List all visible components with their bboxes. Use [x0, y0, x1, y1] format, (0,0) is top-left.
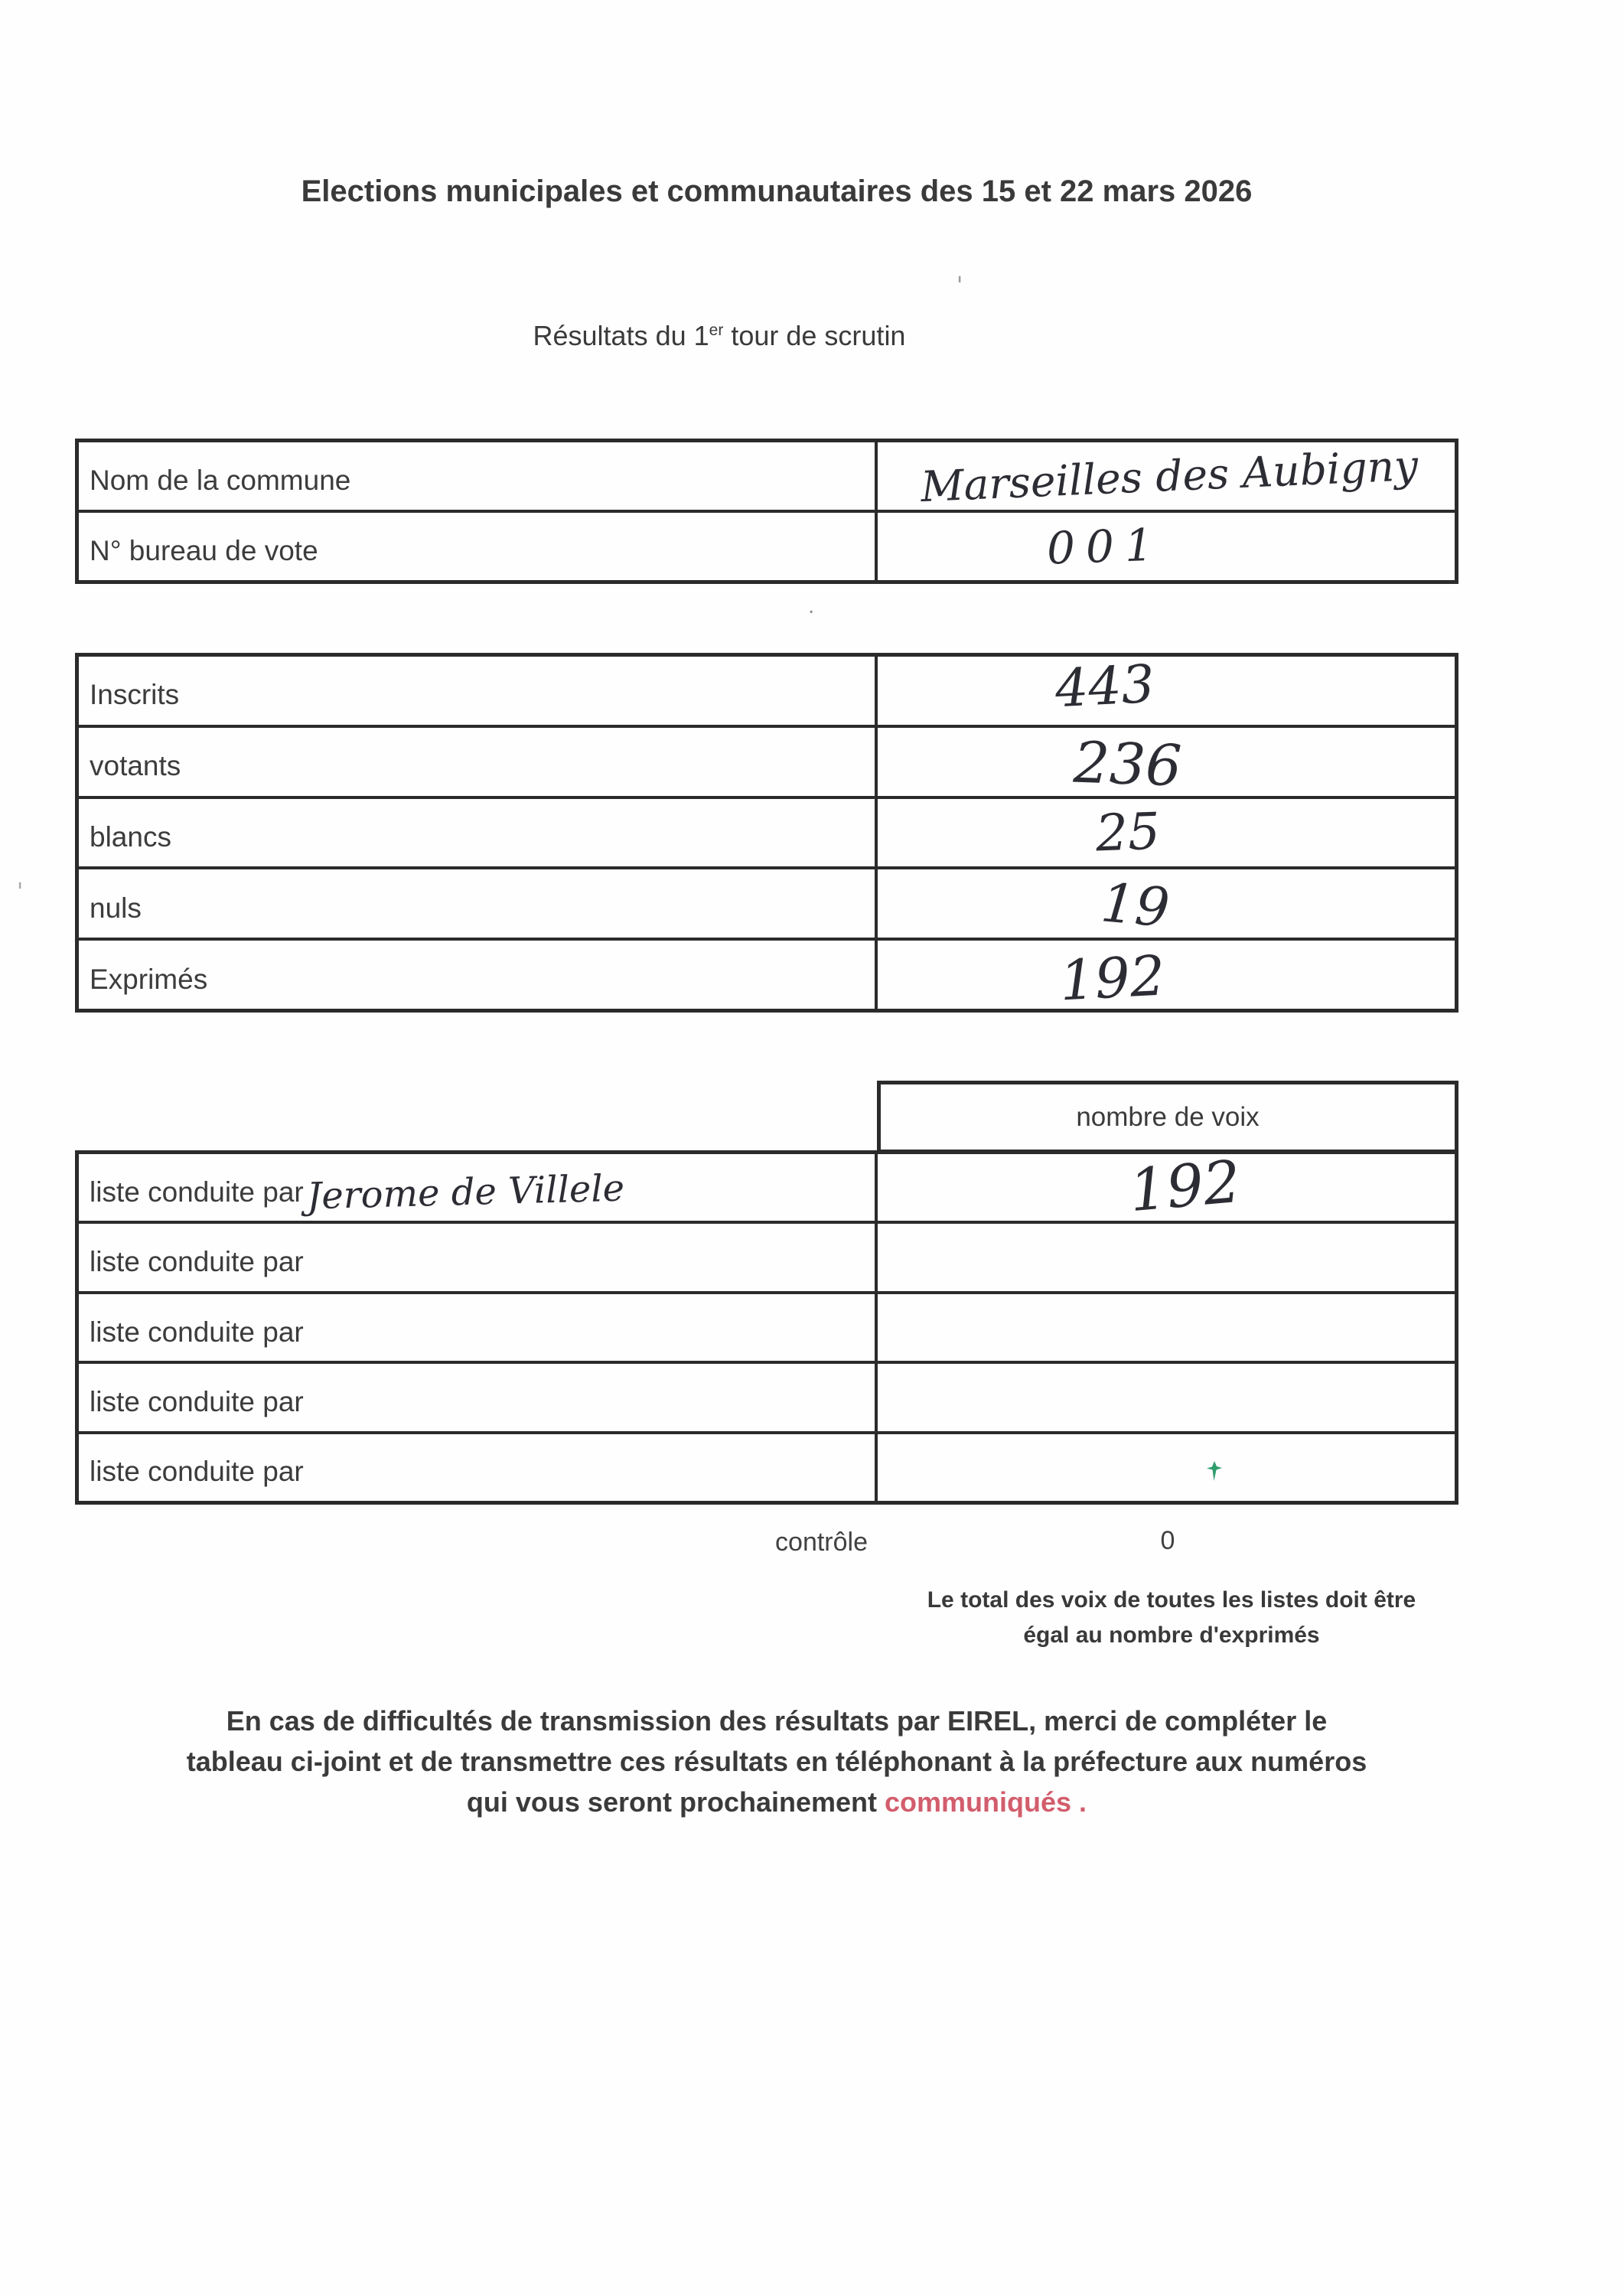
list-leader-name-handwritten: Jerome de Villele — [306, 1166, 625, 1218]
transmission-note-red-text: communiqués . — [885, 1786, 1087, 1818]
stat-cell — [878, 728, 1455, 800]
stat-value-exprimes-handwritten: 192 — [1058, 943, 1167, 1013]
table-row — [79, 1224, 1455, 1293]
votes-cell — [878, 1434, 1455, 1501]
transmission-note-line1: En cas de difficultés de transmission des résultats par EIREL, merci de compléter le — [226, 1705, 1328, 1737]
bureau-number-value-handwritten: 001 — [1045, 518, 1165, 575]
commune-name-cell — [878, 442, 1455, 510]
stat-cell — [878, 869, 1455, 938]
stat-value-nuls-handwritten: 19 — [1099, 871, 1172, 940]
transmission-note-line3 — [0, 1782, 1553, 1822]
scan-artifact: ' — [957, 272, 963, 299]
row-label-text: liste conduite par — [90, 1176, 304, 1208]
stat-label-exprimes: Exprimés — [79, 941, 878, 1009]
table-row — [79, 654, 1455, 728]
control-value: 0 — [1160, 1526, 1175, 1555]
commune-info-table — [75, 439, 1458, 584]
stat-value-blancs-handwritten: 25 — [1094, 801, 1162, 863]
votes-cell — [878, 1224, 1455, 1290]
stat-label-nuls: nuls — [79, 869, 878, 938]
stat-cell — [878, 941, 1455, 1013]
subtitle-ordinal: er — [709, 321, 724, 339]
table-row — [79, 513, 1455, 580]
liste-conduite-par-label: liste conduite par — [79, 1294, 878, 1361]
subtitle-suffix: tour de scrutin — [723, 320, 906, 351]
subtitle-text: Résultats du 1 — [533, 320, 709, 351]
votes-cell — [878, 1294, 1455, 1361]
form-title: Elections municipales et communautaires des 15 et 22 mars 2026 — [301, 174, 1253, 208]
transmission-note-line2: tableau ci-joint et de transmettre ces résultats en téléphonant à la préfecture aux numéros — [186, 1746, 1367, 1777]
table-row — [79, 1434, 1455, 1501]
table-row — [79, 869, 1455, 941]
stat-label-blancs: blancs — [79, 799, 878, 867]
total-note-line1: Le total des voix de toutes les listes doit être — [927, 1587, 1416, 1613]
stat-label-inscrits: Inscrits — [79, 657, 878, 725]
commune-name-value-handwritten: Marseilles des Aubigny — [919, 440, 1419, 511]
control-label: contrôle — [775, 1528, 868, 1557]
table-row — [79, 941, 1455, 1013]
table-row — [79, 728, 1455, 799]
scan-artifact: . — [808, 595, 815, 618]
table-row — [79, 1364, 1455, 1433]
bureau-number-cell — [878, 513, 1455, 580]
stat-cell — [878, 799, 1455, 867]
table-row — [79, 1294, 1455, 1364]
votes-cell — [878, 1364, 1455, 1430]
scan-artifact: ' — [17, 879, 24, 905]
total-note — [877, 1583, 1466, 1653]
stat-cell — [878, 654, 1455, 725]
form-subtitle — [0, 320, 1439, 352]
lists-votes-table — [75, 1146, 1458, 1505]
stat-value-inscrits-handwritten: 443 — [1054, 654, 1156, 720]
liste-conduite-par-label: liste conduite par — [79, 1224, 878, 1290]
table-row — [79, 799, 1455, 870]
commune-name-label: Nom de la commune — [79, 442, 878, 510]
stat-label-votants: votants — [79, 728, 878, 796]
transmission-note-line3-black: qui vous seront prochainement — [466, 1786, 885, 1818]
vote-stats-table — [75, 653, 1458, 1013]
stat-value-votants-handwritten: 236 — [1072, 729, 1184, 800]
votes-cell — [878, 1146, 1455, 1225]
votes-column-header: nombre de voix — [877, 1081, 1458, 1153]
liste-conduite-par-label: liste conduite par — [79, 1434, 878, 1501]
liste-conduite-par-label — [79, 1154, 878, 1221]
total-note-line2: égal au nombre d'exprimés — [1023, 1623, 1320, 1648]
table-row — [79, 1146, 1455, 1225]
liste-conduite-par-label: liste conduite par — [79, 1364, 878, 1430]
bureau-number-label: N° bureau de vote — [79, 513, 878, 580]
green-ink-mark — [1206, 1460, 1223, 1487]
table-row — [79, 442, 1455, 513]
transmission-note — [0, 1701, 1553, 1822]
list-votes-value-handwritten: 192 — [1126, 1146, 1244, 1225]
